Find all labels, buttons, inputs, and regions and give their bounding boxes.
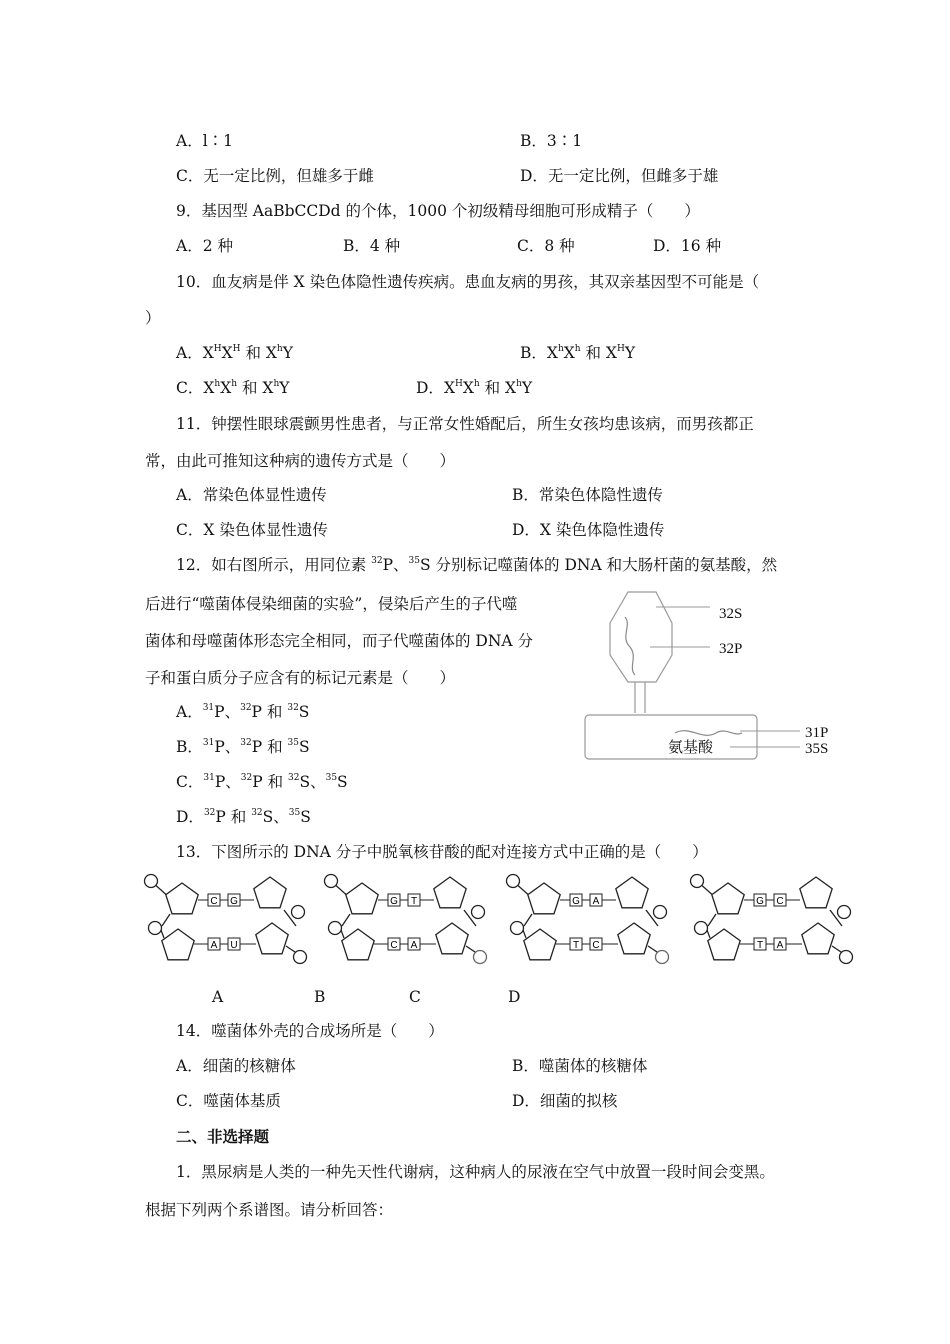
q12-stem-line2: 后进行“噬菌体侵染细菌的实验”，侵染后产生的子代噬 [145, 595, 518, 613]
diagram-b-sugar-left-top [346, 883, 378, 914]
diagram-a-sugar-right-top [254, 877, 286, 908]
diagram-d-sugar-right-top [800, 877, 832, 908]
q10-stem-line2: ） [145, 309, 161, 327]
q11-option-a: A．常染色体显性遗传 [176, 486, 327, 504]
q13-label-a: A [212, 988, 224, 1006]
phage-head [610, 592, 672, 682]
diagram-d-top-right-base: C [776, 896, 784, 907]
q9-stem: 9．基因型 AaBbCCDd 的个体，1000 个初级精母细胞可形成精子（ ） [176, 202, 700, 220]
diagram-d-top-left-base: G [756, 896, 764, 907]
diagram-b-phosphate-tl [325, 875, 338, 888]
diagram-b-bond-left-mid [342, 914, 350, 926]
q11-option-b: B．常染色体隐性遗传 [512, 486, 663, 504]
q9-option-b: B．4 种 [343, 237, 401, 255]
q12-option-d: D．$^{32}$P 和 $^{32}$S、$^{35}$S [176, 808, 311, 826]
diagram-c-sugar-left-bottom [524, 929, 556, 960]
diagram-d-bond-left-low [707, 930, 710, 938]
diagram-b-bond-left-low [341, 930, 344, 938]
q13-stem: 13．下图所示的 DNA 分子中脱氧核苷酸的配对连接方式中正确的是（ ） [176, 843, 708, 861]
q8-option-d: D．无一定比例，但雌多于雄 [520, 167, 719, 185]
section2-q1-line1: 1．黑尿病是人类的一种先天性代谢病，这种病人的尿液在空气中放置一段时间会变黑。 [176, 1163, 775, 1181]
diagram-d-sugar-left-top [712, 883, 744, 914]
q10-option-a: A．$X^HX^H$ 和 $X^hY$ [176, 344, 293, 362]
diagram-d-bond-left-mid [708, 914, 716, 926]
diagram-b-bottom-right-base: A [410, 940, 418, 951]
q9-option-a: A．2 种 [176, 237, 233, 255]
diagram-a-top-left-base: C [210, 896, 218, 907]
diagram-b-bottom-left-base: C [390, 940, 398, 951]
label-amino-acid: 氨基酸 [668, 738, 714, 756]
diagram-c-sugar-right-bottom [618, 923, 650, 954]
diagram-a-bond-left-mid [162, 914, 170, 926]
q13-label-d: D [508, 988, 521, 1006]
diagram-d-bottom-left-base: T [756, 940, 764, 951]
q8-option-b: B．3∶1 [520, 132, 583, 150]
label-35s: 35S [805, 741, 829, 757]
diagram-b-phosphate-left [329, 922, 342, 935]
q14-option-d: D．细菌的拟核 [512, 1092, 618, 1110]
diagram-a-phosphate-br [294, 951, 307, 964]
diagram-c-top-left-base: G [572, 896, 580, 907]
label-32s: 32S [719, 606, 743, 622]
diagram-b-sugar-right-bottom [436, 923, 468, 954]
q10-option-b: B．$X^hX^h$ 和 $X^HY$ [520, 344, 636, 362]
q12-option-b: B．$^{31}$P、$^{32}$P 和 $^{35}$S [176, 738, 310, 756]
diagram-c-top-right-base: A [592, 896, 600, 907]
q10-stem-line1: 10．血友病是伴 X 染色体隐性遗传疾病。患血友病的男孩，其双亲基因型不可能是（ [176, 273, 760, 291]
diagram-b-top-right-base: T [410, 896, 418, 907]
q11-stem-line1: 11．钟摆性眼球震颤男性患者，与正常女性婚配后，所生女孩均患该病，而男孩都正 [176, 415, 754, 433]
q12-stem-line3: 菌体和母噬菌体形态完全相同，而子代噬菌体的 DNA 分 [145, 632, 534, 650]
diagram-d-phosphate-right-mid [838, 906, 851, 919]
q11-stem-line2: 常，由此可推知这种病的遗传方式是（ ） [145, 452, 456, 470]
q13-label-b: B [314, 988, 326, 1006]
q11-option-c: C．X 染色体显性遗传 [176, 521, 328, 539]
section2-q1-line2: 根据下列两个系谱图。请分析回答： [145, 1201, 394, 1219]
diagram-c-phosphate-right-mid [654, 906, 667, 919]
diagram-c-sugar-left-top [528, 883, 560, 914]
diagram-d-phosphate-br [840, 951, 853, 964]
q12-stem-line4: 子和蛋白质分子应含有的标记元素是（ ） [145, 669, 456, 687]
q14-stem: 14．噬菌体外壳的合成场所是（ ） [176, 1022, 444, 1040]
diagram-a-phosphate-tl [145, 875, 158, 888]
diagram-c-phosphate-left [511, 922, 524, 935]
dna-pairing-diagrams [140, 868, 860, 968]
q12-stem-line1: 12．如右图所示，用同位素 $^{32}$P、$^{35}$S 分别标记噬菌体的 DNA 和大肠杆菌的氨基酸，然 [176, 556, 778, 574]
q12-option-a: A．$^{31}$P、$^{32}$P 和 $^{32}$S [176, 703, 310, 721]
phage-dna-strand [625, 617, 635, 675]
section2-title: 二、非选择题 [176, 1127, 270, 1146]
q14-option-a: A．细菌的核糖体 [176, 1057, 296, 1075]
diagram-b-phosphate-br [474, 951, 487, 964]
q14-option-b: B．噬菌体的核糖体 [512, 1057, 648, 1075]
diagram-d-sugar-right-bottom [802, 923, 834, 954]
bacterium-dna [675, 731, 742, 736]
diagram-a-bond-left-low [161, 930, 164, 938]
label-32p: 32P [719, 641, 743, 657]
q8-option-a: A．l∶1 [176, 132, 234, 150]
diagram-a-phosphate-right-mid [292, 906, 305, 919]
diagram-b-sugar-right-top [434, 877, 466, 908]
diagram-c-sugar-right-top [616, 877, 648, 908]
diagram-c-bond-left-mid [524, 914, 532, 926]
diagram-a-sugar-left-top [166, 883, 198, 914]
q12-option-c: C．$^{31}$P、$^{32}$P 和 $^{32}$S、$^{35}$S [176, 773, 348, 791]
q10-option-d: D．$X^HX^h$ 和 $X^hY$ [416, 379, 533, 397]
diagram-d-sugar-left-bottom [708, 929, 740, 960]
diagram-d-bottom-right-base: A [776, 940, 784, 951]
diagram-a-phosphate-left [149, 922, 162, 935]
diagram-c-phosphate-tl [507, 875, 520, 888]
diagram-c-phosphate-br [656, 951, 669, 964]
label-31p: 31P [805, 725, 829, 741]
diagram-a-top-right-base: G [230, 896, 238, 907]
q8-option-c: C．无一定比例，但雄多于雌 [176, 167, 374, 185]
diagram-b-sugar-left-bottom [342, 929, 374, 960]
q14-option-c: C．噬菌体基质 [176, 1092, 281, 1110]
diagram-a-bottom-left-base: A [210, 940, 218, 951]
diagram-c-bond-left-low [523, 930, 526, 938]
diagram-b-top-left-base: G [390, 896, 398, 907]
diagram-c-bottom-left-base: T [572, 940, 580, 951]
diagram-d-phosphate-left [695, 922, 708, 935]
diagram-d-phosphate-tl [691, 875, 704, 888]
q13-label-c: C [409, 988, 421, 1006]
diagram-a-sugar-right-bottom [256, 923, 288, 954]
diagram-b-phosphate-right-mid [472, 906, 485, 919]
q11-option-d: D．X 染色体隐性遗传 [512, 521, 665, 539]
diagram-a-bottom-right-base: U [230, 940, 238, 951]
q10-option-c: C．$X^hX^h$ 和 $X^hY$ [176, 379, 290, 397]
q9-option-d: D．16 种 [653, 237, 722, 255]
diagram-a-sugar-left-bottom [162, 929, 194, 960]
q9-option-c: C．8 种 [517, 237, 575, 255]
diagram-c-bottom-right-base: C [592, 940, 600, 951]
